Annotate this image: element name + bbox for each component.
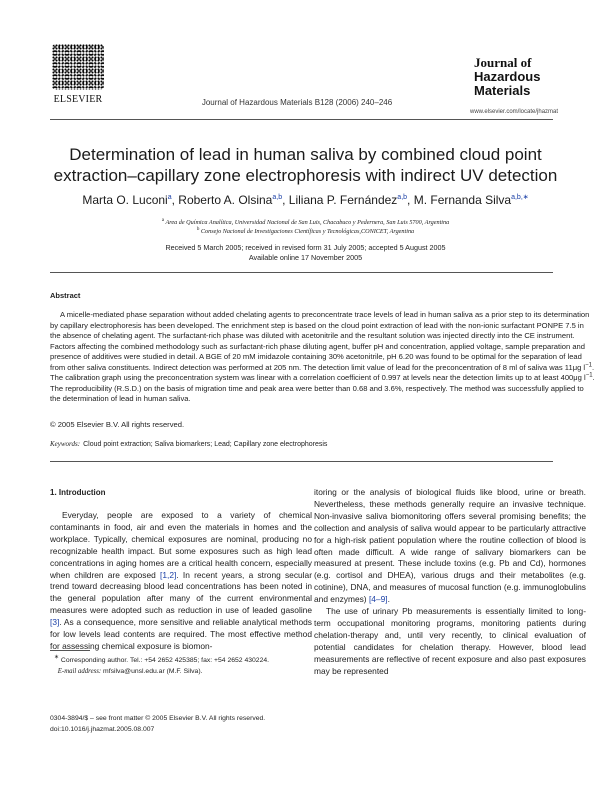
publisher-logo-text: ELSEVIER xyxy=(53,94,103,105)
section-heading-introduction: 1. Introduction xyxy=(50,488,106,497)
abstract-copyright: © 2005 Elsevier B.V. All rights reserved. xyxy=(50,420,185,429)
header-divider xyxy=(50,119,553,120)
author-name: M. Fernanda Silva xyxy=(413,193,512,207)
abstract-bottom-divider xyxy=(50,461,553,462)
citation-link[interactable]: [4–9] xyxy=(368,594,388,605)
citation-link[interactable]: [3] xyxy=(50,617,60,628)
title-line-1: Determination of lead in human saliva by combined cloud point xyxy=(69,145,542,164)
abstract-text: A micelle-mediated phase separation without added chelating agents to preconcentrate trace levels of lead in human saliva as a prior step to its determination by capillary electrophoresis has been developed. The enrichment step is based on the cloud point extraction of lead with the non-ionic surfactant PONPE 7.5 in the absence of chelating agent. The surfactant-rich phase was diluted with acetonitrile and the resultant solution was injected directly into the CE instrument. Factors affecting the combined methodology such as surfactant-rich phase diluting agent, buffer pH and concentration, applied voltage, sample preparation and presence of additives were studied in detail. A BGE of 20 mM imidazole containing 30% acetonitrile, pH 6.20 was found to be optimal for the separation of lead from other saliva constituents. Indirect detection was performed at 205 nm. The detection limit value of lead for the preconcentration of 8 ml of saliva was 11μg $l^{-1}$. The calibration graph using the preconcentration system was linear with a correlation coefficient of 0.997 at levels near the detection limits up to at least 400μg $l^{-1}$. The reproducibility (R.S.D.) on the basis of migration time and peak area were better than 0.68 and 3.6%, respectively. The method was successfully applied to the determination of lead in human saliva. xyxy=(50,310,595,403)
body-column-left: Everyday, people are exposed to a variety of chemical contaminants in food, air and even the materials in homes and the workplace. Typically, chemical exposures are nominal, producing no recognizable health impact. But some exposures such as high lead concentrations in aging homes are a critical health concern, especially when children are exposed [1,2]. In recent years, a strong secular trend toward decreasing blood lead concentrations has been noted in the general population after many of the current environmental measures were adopted such as reduction in use of leaded gasoline [3]. As a consequence, more sensitive and reliable analytical methods for low levels lead contents are required. The most effective method for assessing chemical exposure is biomon- xyxy=(50,510,312,651)
citation-link[interactable]: [1,2] xyxy=(160,569,177,580)
footnote-divider xyxy=(50,650,90,651)
affiliation-a: $^a$ Area de Química Analítica, Universidad Nacional de San Luis, Chacabuco y Pedernera, San Luis 5700, Argentina xyxy=(161,217,450,226)
author-list: Marta O. Luconi$^a$, Roberto A. Olsina$^{a,b}$, Liliana P. Fernández$^{a,b}$, M. Fernanda Silva$^{a,b,∗}$ xyxy=(82,193,529,207)
online-date: Available online 17 November 2005 xyxy=(248,253,363,262)
email-label: E-mail address: xyxy=(57,667,102,675)
affiliations xyxy=(50,218,561,236)
abstract-top-divider xyxy=(50,272,553,273)
author-affiliation-mark[interactable]: a,b xyxy=(272,194,283,201)
journal-logo xyxy=(474,56,556,98)
affiliation-b: $^b$ Consejo Nacional de Investigaciones Científicas y Tecnológicas,CONICET, Argentina xyxy=(196,226,415,235)
author-affiliation-mark[interactable]: a,b xyxy=(397,194,408,201)
author-name: Roberto A. Olsina xyxy=(178,193,273,207)
paragraph: itoring or the analysis of biological fluids like blood, urine or breath. Nevertheless, these methods generally require an invasive technique. Non-invasive saliva biomonitoring offers several promising benefits; the collection and analysis of saliva would appear to be particularly attractive for a high-risk patient population where the routine collection of blood is often made difficult. A wide range of salivary biomarkers can be measured at present. These include toxins (e.g. Pb and Cd), hormones (e.g. cortisol and DHEA), various drugs and their metabolites (e.g. cotinine), DNA, and measures of mucosal function (e.g. immunoglobulins and enzymes) [4–9]. xyxy=(314,487,586,605)
paragraph: The use of urinary Pb measurements is essentially limited to long-term occupational monitoring programs, monitoring patients during chelation-therapy and, until very recently, to clinical evaluation of potential candidates for chelation therapy. However, blood lead measurements are reflective of recent exposure and also past exposures may be represented xyxy=(314,606,586,676)
keywords xyxy=(50,440,327,448)
journal-logo-line2: Hazardous xyxy=(474,69,541,84)
journal-url[interactable]: www.elsevier.com/locate/jhazmat xyxy=(470,109,559,115)
corresponding-author-footnote: ∗ Corresponding author. Tel.: +54 2652 425385; fax: +54 2652 430224. E-mail address: mfsilva@unsl.edu.ar (M.F. Silva). xyxy=(54,654,270,675)
keywords-list: Cloud point extraction; Saliva biomarkers; Lead; Capillary zone electrophoresis xyxy=(83,441,328,448)
body-column-right xyxy=(314,487,586,678)
received-dates: Received 5 March 2005; received in revised form 31 July 2005; accepted 5 August 2005 xyxy=(165,243,446,252)
author-name: Marta O. Luconi xyxy=(82,193,168,207)
journal-logo-line3: Materials xyxy=(474,83,531,98)
abstract-heading: Abstract xyxy=(50,291,81,300)
email-address[interactable]: mfsilva@unsl.edu.ar (M.F. Silva). xyxy=(103,667,203,675)
article-title xyxy=(50,144,561,186)
keywords-label: Keywords: xyxy=(50,440,81,448)
author-name: Liliana P. Fernández xyxy=(288,193,398,207)
issn-doi xyxy=(50,714,265,735)
doi-line[interactable]: doi:10.1016/j.jhazmat.2005.08.007 xyxy=(50,725,155,733)
article-dates xyxy=(50,243,561,263)
author-affiliation-mark[interactable]: a xyxy=(167,194,172,201)
author-affiliation-mark[interactable]: a,b,∗ xyxy=(511,194,529,201)
elsevier-tree-icon xyxy=(52,44,104,90)
journal-logo-line1: Journal of xyxy=(474,55,532,70)
issn-line: 0304-3894/$ – see front matter © 2005 Elsevier B.V. All rights reserved. xyxy=(50,715,266,722)
journal-reference: Journal of Hazardous Materials B128 (2006) 240–246 xyxy=(201,98,393,107)
title-line-2: extraction–capillary zone electrophoresis with indirect UV detection xyxy=(53,166,558,185)
elsevier-logo xyxy=(50,44,106,106)
